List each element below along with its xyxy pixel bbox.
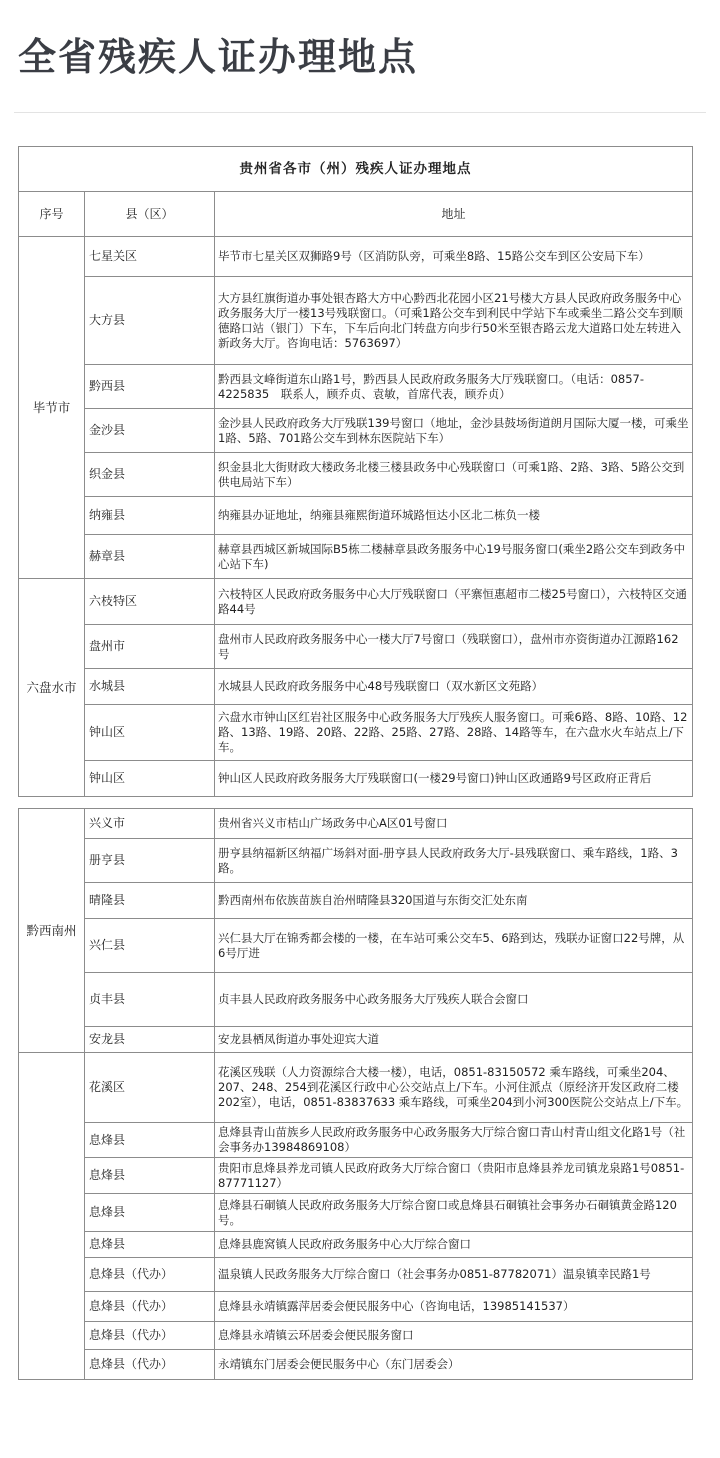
address-cell: 钟山区人民政府政务服务大厅残联窗口(一楼29号窗口)钟山区政通路9号区政府正背后 — [215, 761, 693, 797]
county-cell: 息烽县 — [85, 1232, 215, 1258]
county-cell: 息烽县（代办） — [85, 1292, 215, 1322]
address-cell: 册亨县纳福新区纳福广场斜对面-册亨县人民政府政务大厅-县残联窗口、乘车路线，1路、3路。 — [215, 839, 693, 883]
table-row — [19, 453, 693, 497]
address-cell: 纳雍县办证地址，纳雍县雍熙街道环城路恒达小区北二栋负一楼 — [215, 497, 693, 535]
table-row — [19, 535, 693, 579]
address-cell: 赫章县西城区新城国际B5栋二楼赫章县政务服务中心19号服务窗口(乘坐2路公交车到政务中心站下车) — [215, 535, 693, 579]
location-table-wrapper — [18, 146, 692, 1380]
county-cell: 息烽县（代办） — [85, 1322, 215, 1350]
table-body — [19, 237, 693, 1380]
address-cell: 安龙县栖凤街道办事处迎宾大道 — [215, 1027, 693, 1053]
address-cell: 兴仁县大厅在锦秀都会楼的一楼，在车站可乘公交车5、6路到达，残联办证窗口22号牌，从6号厅进 — [215, 919, 693, 973]
table-row — [19, 1194, 693, 1232]
address-cell: 贵州省兴义市桔山广场政务中心A区01号窗口 — [215, 809, 693, 839]
table-row — [19, 973, 693, 1027]
city-cell: 毕节市 — [19, 237, 85, 579]
table-row — [19, 1350, 693, 1380]
table-row — [19, 409, 693, 453]
city-cell — [19, 1053, 85, 1380]
gap-cell — [19, 797, 693, 809]
table-row — [19, 1027, 693, 1053]
table-row — [19, 761, 693, 797]
county-cell: 息烽县（代办） — [85, 1258, 215, 1292]
county-cell: 钟山区 — [85, 761, 215, 797]
table-row — [19, 1123, 693, 1158]
address-cell: 黔西县文峰街道东山路1号，黔西县人民政府政务服务大厅残联窗口。（电话：0857-4225835 联系人，顾乔贞、袁敏，首席代表，顾乔贞） — [215, 365, 693, 409]
address-cell: 六盘水市钟山区红岩社区服务中心政务服务大厅残疾人服务窗口。可乘6路、8路、10路、12路、13路、19路、20路、22路、25路、27路、28路、14路等车，在六盘水火车站点上/下车。 — [215, 705, 693, 761]
county-cell: 大方县 — [85, 277, 215, 365]
table-row — [19, 839, 693, 883]
header-index: 序号 — [19, 192, 85, 237]
table-row — [19, 625, 693, 669]
county-cell: 兴义市 — [85, 809, 215, 839]
table-row — [19, 277, 693, 365]
address-cell: 息烽县永靖镇露萍居委会便民服务中心（咨询电话，13985141537） — [215, 1292, 693, 1322]
county-cell: 金沙县 — [85, 409, 215, 453]
address-cell: 水城县人民政府政务服务中心48号残联窗口（双水新区文苑路） — [215, 669, 693, 705]
address-cell: 六枝特区人民政府政务服务中心大厅残联窗口（平寨恒惠超市二楼25号窗口），六枝特区交通路44号 — [215, 579, 693, 625]
county-cell: 花溪区 — [85, 1053, 215, 1123]
table-row — [19, 883, 693, 919]
group-gap-row — [19, 797, 693, 809]
county-cell: 册亨县 — [85, 839, 215, 883]
table-row — [19, 365, 693, 409]
county-cell: 盘州市 — [85, 625, 215, 669]
address-cell: 花溪区残联（人力资源综合大楼一楼），电话，0851-83150572 乘车路线，可乘坐204、207、248、254到花溪区行政中心公交站点上/下车。小河住派点（原经济开发区政府二楼202室），电话，0851-83837633 乘车路线，可乘坐204到小河300医院公交站点上/下车。 — [215, 1053, 693, 1123]
address-cell: 息烽县鹿窝镇人民政府政务服务中心大厅综合窗口 — [215, 1232, 693, 1258]
county-cell: 贞丰县 — [85, 973, 215, 1027]
county-cell: 晴隆县 — [85, 883, 215, 919]
page-title: 全省残疾人证办理地点 — [18, 35, 419, 79]
title-divider — [14, 112, 706, 113]
county-cell: 安龙县 — [85, 1027, 215, 1053]
address-cell: 金沙县人民政府政务大厅残联139号窗口（地址，金沙县鼓场街道朗月国际大厦一楼，可乘坐1路、5路、701路公交车到林东医院站下车） — [215, 409, 693, 453]
table-row — [19, 705, 693, 761]
county-cell: 钟山区 — [85, 705, 215, 761]
city-cell: 黔西南州 — [19, 809, 85, 1053]
address-cell: 黔西南州布依族苗族自治州晴隆县320国道与东街交汇处东南 — [215, 883, 693, 919]
table-row — [19, 1232, 693, 1258]
address-cell: 盘州市人民政府政务服务中心一楼大厅7号窗口（残联窗口），盘州市亦资街道办江源路162号 — [215, 625, 693, 669]
table-row — [19, 669, 693, 705]
header-county: 县（区） — [85, 192, 215, 237]
address-cell: 息烽县青山苗族乡人民政府政务服务中心政务服务大厅综合窗口青山村青山组文化路1号（社会事务办13984869108） — [215, 1123, 693, 1158]
table-row — [19, 1292, 693, 1322]
city-cell: 六盘水市 — [19, 579, 85, 797]
header-address: 地址 — [215, 192, 693, 237]
address-cell: 温泉镇人民政务服务大厅综合窗口（社会事务办0851-87782071）温泉镇幸民路1号 — [215, 1258, 693, 1292]
table-row — [19, 237, 693, 277]
table-caption: 贵州省各市（州）残疾人证办理地点 — [19, 147, 693, 192]
address-cell: 大方县红旗街道办事处银杏路大方中心黔西北花园小区21号楼大方县人民政府政务服务中心政务服务大厅一楼13号残联窗口。（可乘1路公交车到利民中学站下车或乘坐二路公交车到顺德路口站（银门）下车，下车后向北门转盘方向步行50米至银杏路云龙大道路口处左转进入新政务大厅。咨询电话：5763697） — [215, 277, 693, 365]
county-cell: 赫章县 — [85, 535, 215, 579]
address-cell: 息烽县永靖镇云环居委会便民服务窗口 — [215, 1322, 693, 1350]
address-cell: 贵阳市息烽县养龙司镇人民政府政务大厅综合窗口（贵阳市息烽县养龙司镇龙泉路1号0851-87771127） — [215, 1158, 693, 1194]
table-row — [19, 579, 693, 625]
county-cell: 兴仁县 — [85, 919, 215, 973]
county-cell: 七星关区 — [85, 237, 215, 277]
table-row — [19, 497, 693, 535]
county-cell: 息烽县 — [85, 1123, 215, 1158]
table-row — [19, 1053, 693, 1123]
county-cell: 息烽县 — [85, 1194, 215, 1232]
address-cell: 息烽县石硐镇人民政府政务服务大厅综合窗口或息烽县石硐镇社会事务办石硐镇黄金路120号。 — [215, 1194, 693, 1232]
county-cell: 纳雍县 — [85, 497, 215, 535]
address-cell: 永靖镇东门居委会便民服务中心（东门居委会） — [215, 1350, 693, 1380]
county-cell: 息烽县 — [85, 1158, 215, 1194]
county-cell: 水城县 — [85, 669, 215, 705]
table-row — [19, 809, 693, 839]
table-row — [19, 1158, 693, 1194]
address-cell: 贞丰县人民政府政务服务中心政务服务大厅残疾人联合会窗口 — [215, 973, 693, 1027]
address-cell: 织金县北大街财政大楼政务北楼三楼县政务中心残联窗口（可乘1路、2路、3路、5路公交到供电局站下车） — [215, 453, 693, 497]
county-cell: 六枝特区 — [85, 579, 215, 625]
table-row — [19, 1322, 693, 1350]
table-row — [19, 919, 693, 973]
county-cell: 织金县 — [85, 453, 215, 497]
county-cell: 息烽县（代办） — [85, 1350, 215, 1380]
county-cell: 黔西县 — [85, 365, 215, 409]
address-cell: 毕节市七星关区双狮路9号（区消防队旁，可乘坐8路、15路公交车到区公安局下车） — [215, 237, 693, 277]
location-table — [18, 146, 693, 1380]
table-row — [19, 1258, 693, 1292]
